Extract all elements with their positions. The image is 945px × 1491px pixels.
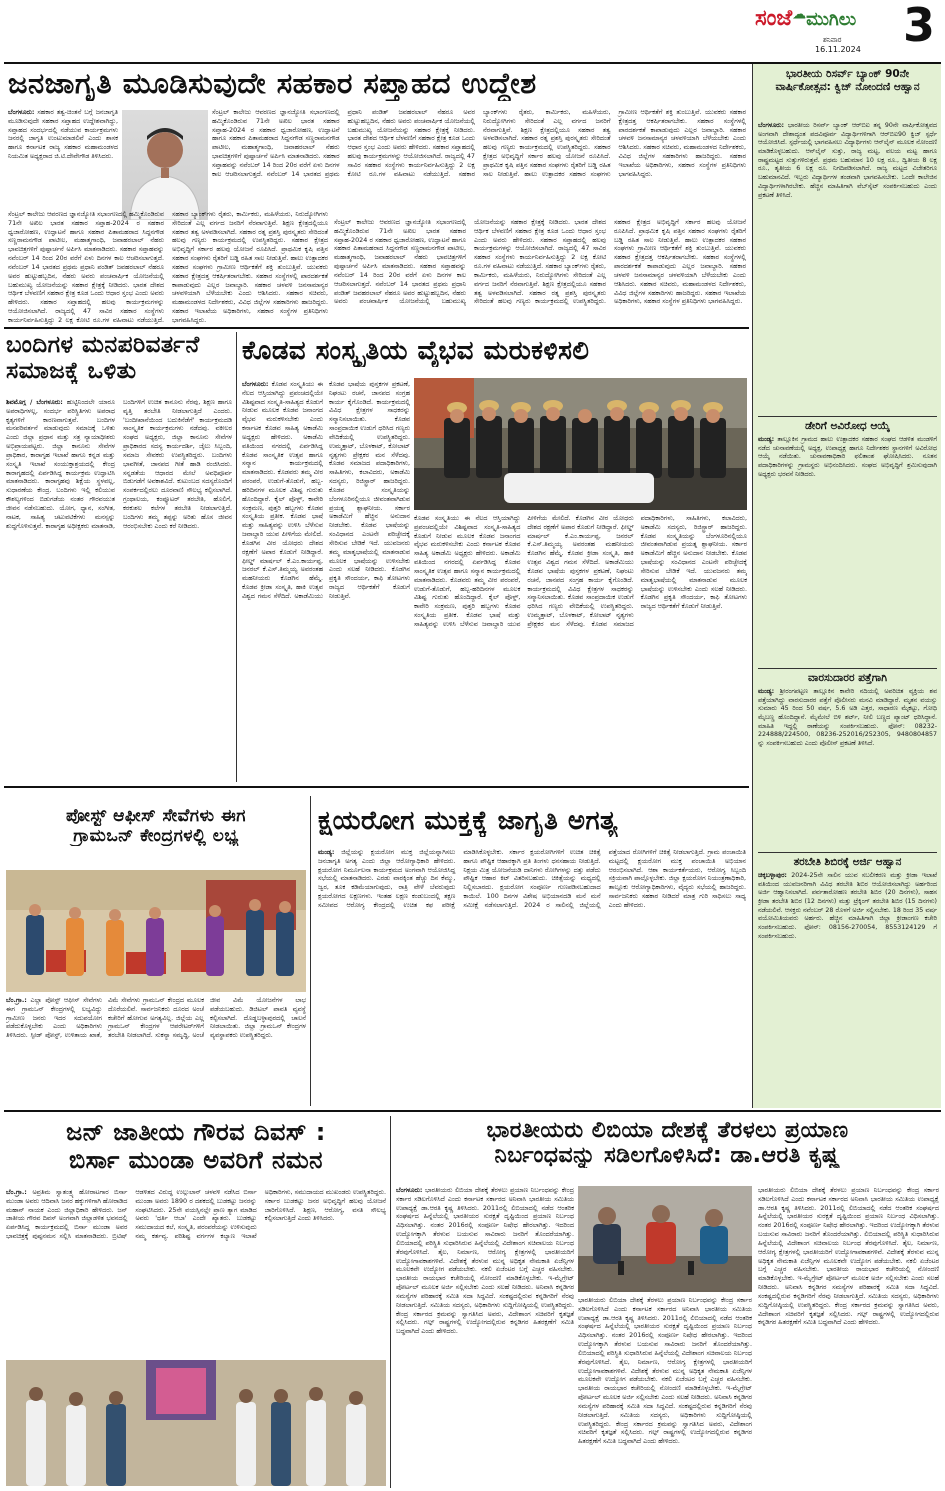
dairy-dateline: ಮಂಡ್ಯ: <box>758 436 775 443</box>
birsa-headline <box>6 1118 386 1174</box>
libya-press-photo <box>578 1186 752 1292</box>
rule-prisoners-kodava <box>236 332 237 782</box>
rule-below-tb <box>4 1110 941 1112</box>
cooperative-lead-text: ಸಹಕಾರ ತತ್ವ-ಚಿಂತನೆ ಬಗ್ಗೆ ಜನಜಾಗೃತಿ ಮೂಡಿಸುವುದೇ ಸಹಕಾರ ಸಪ್ತಾಹದ ಉದ್ದೇಶವಾಗಿದ್ದು, ಸಪ್ತಾಹದ ಸಂದರ್ಭದಲ್ಲಿ ನಡೆಯುವ ಕಾರ್ಯಕ್ರಮಗಳು ಜನರಲ್ಲಿ ಜಾಗೃತಿ ಉಂಟುಮಾಡಲಿವೆ ಎಂದು ಶಾಸಕ ಹಾಗೂ ಕರ್ನಾಟಕ ರಾಜ್ಯ ಸಹಕಾರ ಮಹಾಮಂಡಳದ ನಿಯಮಿತ ಅಧ್ಯಕ್ಷರಾದ ಜಿ.ಟಿ.ದೇವೇಗೌಡ ತಿಳಿಸಿದರು. <box>8 108 118 161</box>
post-office-body <box>6 996 306 1104</box>
training-body <box>758 872 937 1104</box>
rbi-dateline: ಬೆಂಗಳೂರು: <box>758 122 785 129</box>
libya-body-right <box>758 1186 939 1486</box>
birsa-headline-line1: ಜನ್ ಜಾತೀಯ ಗೌರವ ದಿವಸ್ : <box>66 1118 326 1146</box>
masthead-date: 16.11.2024 <box>815 45 861 54</box>
training-headline: ತರಬೇತಿ ಶಿಬಿರಕ್ಕೆ ಅರ್ಜಿ ಆಹ್ವಾನ <box>793 856 902 868</box>
masthead-name-part1: ಸಂಜೆ <box>755 6 793 31</box>
birsa-body-text: ಅಪ್ರತಿಮ ಸ್ವಾತಂತ್ರ್ಯ ಹೋರಾಟಗಾರ ಬಿರ್ಸಾ ಮುಂಡಾ ಅವರು ಆದಿವಾಸಿ ಜನರ ಹಕ್ಕುಗಳಿಗಾಗಿ ಹೋರಾಡಿದ ಮಹಾನ್ ನಾಯಕ ಎಂದು ಜಿಲ್ಲಾಧಿಕಾರಿ ಹೇಳಿದರು. ಜನ್ ಜಾತೀಯ ಗೌರವ ದಿವಸ್ ಅಂಗವಾಗಿ ಜಿಲ್ಲಾಡಳಿತ ಭವನದಲ್ಲಿ ಏರ್ಪಡಿಸಿದ್ದ ಕಾರ್ಯಕ್ರಮದಲ್ಲಿ ಬಿರ್ಸಾ ಮುಂಡಾ ಅವರ ಭಾವಚಿತ್ರಕ್ಕೆ ಪುಷ್ಪನಮನ ಸಲ್ಲಿಸಿ ಮಾತನಾಡಿದರು. ಬ್ರಿಟಿಷ್ ಆಡಳಿತದ ವಿರುದ್ಧ ಉಲ್ಗುಲಾನ್ ಚಳವಳಿ ನಡೆಸಿದ ಬಿರ್ಸಾ ಮುಂಡಾ ಅವರು 1890 ರ ದಶಕದಲ್ಲಿ ಬುಡಕಟ್ಟು ಜನರನ್ನು ಸಂಘಟಿಸಿದರು. 25ನೇ ವಯಸ್ಸಿನಲ್ಲೇ ಪ್ರಾಣ ತ್ಯಾಗ ಮಾಡಿದ ಅವರು 'ಧರ್ತಿ ಆಬಾ' ಎಂದೇ ಖ್ಯಾತರು. ಬುಡಕಟ್ಟು ಸಮುದಾಯದ ಕಲೆ, ಸಂಸ್ಕೃತಿ, ಪರಂಪರೆಯನ್ನು ಉಳಿಸುವುದು ನಮ್ಮ ಕರ್ತವ್ಯ. ಪರಿಶಿಷ್ಟ ವರ್ಗಗಳ ಕಲ್ಯಾಣ ಇಲಾಖೆ ಅಧಿಕಾರಿಗಳು, ಸಮುದಾಯದ ಮುಖಂಡರು ಉಪಸ್ಥಿತರಿದ್ದರು. ಸರ್ಕಾರ ಬುಡಕಟ್ಟು ಜನರ ಅಭಿವೃದ್ಧಿಗೆ ಹಲವು ಯೋಜನೆ ಜಾರಿಗೊಳಿಸಿದೆ. ಶಿಕ್ಷಣ, ಆರೋಗ್ಯ, ವಸತಿ ಸೌಲಭ್ಯ ಕಲ್ಪಿಸಲಾಗುತ್ತಿದೆ ಎಂದು ತಿಳಿಸಿದರು. <box>6 1188 386 1241</box>
masthead <box>755 0 941 62</box>
libya-body-left <box>396 1186 574 1486</box>
tb-body <box>318 848 746 1104</box>
rule-below-kodava <box>4 786 749 788</box>
training-dateline: ಚಿಕ್ಕಬಳ್ಳಾಪುರ: <box>758 872 787 879</box>
libya-body-right-text: ಭಾರತೀಯರು ಲಿಬಿಯಾ ದೇಶಕ್ಕೆ ತೆರಳಲು ಪ್ರಯಾಣ ನಿರ್ಬಂಧವನ್ನು ಕೇಂದ್ರ ಸರ್ಕಾರ ಸಡಿಲಗೊಳಿಸಿದೆ ಎಂದು ಕರ್ನಾಟಕ ಸರ್ಕಾರದ ಅನಿವಾಸಿ ಭಾರತೀಯ ಸಮಿತಿಯ ಉಪಾಧ್ಯಕ್ಷೆ ಡಾ.ಆರತಿ ಕೃಷ್ಣ ತಿಳಿಸಿದರು. 2011ರಲ್ಲಿ ಲಿಬಿಯಾದಲ್ಲಿ ನಡೆದ ಆಂತರಿಕ ಸಂಘರ್ಷದ ಹಿನ್ನೆಲೆಯಲ್ಲಿ ಭಾರತೀಯರ ಸುರಕ್ಷತೆ ದೃಷ್ಟಿಯಿಂದ ಪ್ರಯಾಣ ನಿರ್ಬಂಧ ವಿಧಿಸಲಾಗಿತ್ತು. ನಂತರ 2016ರಲ್ಲಿ ಸಂಪೂರ್ಣ ನಿಷೇಧ ಹೇರಲಾಗಿತ್ತು. ಇದರಿಂದ ಉದ್ಯೋಗಕ್ಕಾಗಿ ತೆರಳುವ ಬಯಸುವ ಸಾವಿರಾರು ಜನರಿಗೆ ತೊಂದರೆಯಾಗಿತ್ತು. ಲಿಬಿಯಾದಲ್ಲಿ ಪರಿಸ್ಥಿತಿ ಸುಧಾರಿಸಿರುವ ಹಿನ್ನೆಲೆಯಲ್ಲಿ ವಿದೇಶಾಂಗ ಸಚಿವಾಲಯ ನಿರ್ಬಂಧ ತೆರವುಗೊಳಿಸಿದೆ. ತೈಲ, ನಿರ್ಮಾಣ, ಆರೋಗ್ಯ ಕ್ಷೇತ್ರಗಳಲ್ಲಿ ಭಾರತೀಯರಿಗೆ ಉದ್ಯೋಗಾವಕಾಶಗಳಿವೆ. ವಿದೇಶಕ್ಕೆ ತೆರಳುವ ಮುನ್ನ ಅಧಿಕೃತ ನೇಮಕಾತಿ ಏಜೆನ್ಸಿಗಳ ಮೂಲಕವೇ ಉದ್ಯೋಗ ಪಡೆಯಬೇಕು. ನಕಲಿ ಏಜೆಂಟರ ಬಗ್ಗೆ ಎಚ್ಚರ ವಹಿಸಬೇಕು. ಭಾರತೀಯ ರಾಯಭಾರ ಕಚೇರಿಯಲ್ಲಿ ನೋಂದಣಿ ಮಾಡಿಕೊಳ್ಳಬೇಕು. ಇ-ಮೈಗ್ರೇಟ್ ಪೋರ್ಟಲ್ ಮೂಲಕ ಅರ್ಜಿ ಸಲ್ಲಿಸಬೇಕು ಎಂದು ಸಲಹೆ ನೀಡಿದರು. ಅನಿವಾಸಿ ಕನ್ನಡಿಗರ ಸಮಸ್ಯೆಗಳ ಪರಿಹಾರಕ್ಕೆ ಸಮಿತಿ ಸದಾ ಸಿದ್ಧವಿದೆ. ಸಂಕಷ್ಟದಲ್ಲಿರುವ ಕನ್ನಡಿಗರಿಗೆ ನೆರವು ನೀಡಲಾಗುತ್ತಿದೆ. ಸಮಿತಿಯ ಸದಸ್ಯರು, ಅಧಿಕಾರಿಗಳು ಸುದ್ದಿಗೋಷ್ಠಿಯಲ್ಲಿ ಉಪಸ್ಥಿತರಿದ್ದರು. ಕೇಂದ್ರ ಸರ್ಕಾರದ ಕ್ರಮವನ್ನು ಸ್ವಾಗತಿಸಿದ ಅವರು, ವಿದೇಶಾಂಗ ಸಚಿವರಿಗೆ ಕೃತಜ್ಞತೆ ಸಲ್ಲಿಸಿದರು. ಗಲ್ಫ್ ರಾಷ್ಟ್ರಗಳಲ್ಲಿ ಉದ್ಯೋಗದಲ್ಲಿರುವ ಕನ್ನಡಿಗರ ಹಿತರಕ್ಷಣೆಗೆ ಸಮಿತಿ ಬದ್ಧವಾಗಿದೆ ಎಂದು ಹೇಳಿದರು. <box>758 1186 939 1327</box>
prisoners-dateline: ಶಿವಮೊಗ್ಗ / ಬೆಂಗಳೂರು: <box>6 398 63 406</box>
training-body-text: 2024-25ನೇ ಸಾಲಿನ ಯುವ ಸಬಲೀಕರಣ ಮತ್ತು ಕ್ರೀಡಾ ಇಲಾಖೆ ವತಿಯಿಂದ ಯುವಜನರಿಗಾಗಿ ವಿವಿಧ ತರಬೇತಿ ಶಿಬಿರ ಆಯೋಜಿಸಲಾಗಿದ್ದು ಅರ್ಹರಿಂದ ಅರ್ಜಿ ಆಹ್ವಾನಿಸಲಾಗಿದೆ. ಪರ್ವತಾರೋಹಣ ತರಬೇತಿ ಶಿಬಿರ (20 ದಿನಗಳು), ಸಾಹಸ ಕ್ರೀಡಾ ತರಬೇತಿ ಶಿಬಿರ (12 ದಿನಗಳು) ಮತ್ತು ಟ್ರೆಕ್ಕಿಂಗ್ ತರಬೇತಿ ಶಿಬಿರ (15 ದಿನಗಳು) ನಡೆಯಲಿವೆ. ಆಸಕ್ತರು ನವೆಂಬರ್ 28 ರೊಳಗೆ ಅರ್ಜಿ ಸಲ್ಲಿಸಬೇಕು. 18 ರಿಂದ 35 ವರ್ಷ ವಯೋಮಿತಿಯವರು ಅರ್ಹರು. ಹೆಚ್ಚಿನ ಮಾಹಿತಿಗಾಗಿ ಜಿಲ್ಲಾ ಕ್ರೀಡಾಂಗಣ ಕಚೇರಿ ಸಂಪರ್ಕಿಸಬಹುದು. ಫೋನ್: 08156-270054, 8553124129 ಗೆ ಸಂಪರ್ಕಿಸಬಹುದು. <box>758 872 937 940</box>
cooperative-body-bottom <box>334 218 746 324</box>
libya-body-middle <box>578 1296 752 1486</box>
kodava-dateline: ಬೆಂಗಳೂರು: <box>242 380 269 388</box>
prisoners-body-text: ಹುಟ್ಟಿನಿಂದಲೇ ಯಾರೂ ಅಪರಾಧಿಗಳಲ್ಲ, ಸಂದರ್ಭ ಪರಿಸ್ಥಿತಿಗಳು ಅಪರಾಧ ಕೃತ್ಯಗಳಿಗೆ ಕಾರಣವಾಗುತ್ತವೆ. ಬಂದಿಗಳ ಮನಪರಿವರ್ತನೆ ಮಾಡುವುದು ಸಮಾಜಕ್ಕೆ ಒಳಿತು ಎಂದು ಜಿಲ್ಲಾ ಪ್ರಧಾನ ಮತ್ತು ಸತ್ರ ನ್ಯಾಯಾಧೀಶರು ಅಭಿಪ್ರಾಯಪಟ್ಟರು. ಜಿಲ್ಲಾ ಕಾನೂನು ಸೇವೆಗಳ ಪ್ರಾಧಿಕಾರ, ಕಾರಾಗೃಹ ಇಲಾಖೆ ಹಾಗೂ ಕನ್ನಡ ಮತ್ತು ಸಂಸ್ಕೃತಿ ಇಲಾಖೆ ಸಂಯುಕ್ತಾಶ್ರಯದಲ್ಲಿ ಕೇಂದ್ರ ಕಾರಾಗೃಹದಲ್ಲಿ ಏರ್ಪಡಿಸಿದ್ದ ಕಾರ್ಯಕ್ರಮ ಉದ್ಘಾಟಿಸಿ ಮಾತನಾಡಿದರು. ಕಾರಾಗೃಹವು ಶಿಕ್ಷೆಯ ಸ್ಥಳವಲ್ಲ, ಸುಧಾರಣೆಯ ಕೇಂದ್ರ. ಬಂದಿಗಳು ಇಲ್ಲಿ ಕಲಿಯುವ ಕೌಶಲ್ಯಗಳಿಂದ ಬಿಡುಗಡೆಯ ನಂತರ ಗೌರವಯುತ ಜೀವನ ನಡೆಸಬಹುದು. ಯೋಗ, ಧ್ಯಾನ, ಸಂಗೀತ, ನಾಟಕ, ಸಾಹಿತ್ಯ ಚಟುವಟಿಕೆಗಳು ಮನಸ್ಸನ್ನು ಶುದ್ಧಗೊಳಿಸುತ್ತವೆ. ಕಾರಾಗೃಹ ಅಧೀಕ್ಷಕರು ಮಾತನಾಡಿ, ಬಂದಿಗಳಿಗೆ ಉಚಿತ ಕಾನೂನು ನೆರವು, ಶಿಕ್ಷಣ ಹಾಗೂ ವೃತ್ತಿ ತರಬೇತಿ ನೀಡಲಾಗುತ್ತಿದೆ ಎಂದರು. 'ಬಂದೀಖಾನೆಯಿಂದ ಬದುಕಿನೆಡೆಗೆ' ಕಾರ್ಯಕ್ರಮದಡಿ ಸಾಂಸ್ಕೃತಿಕ ಕಾರ್ಯಕ್ರಮಗಳು ನಡೆದವು. ವಕೀಲರ ಸಂಘದ ಅಧ್ಯಕ್ಷರು, ಜಿಲ್ಲಾ ಕಾನೂನು ಸೇವೆಗಳ ಪ್ರಾಧಿಕಾರದ ಸದಸ್ಯ ಕಾರ್ಯದರ್ಶಿ, ಜೈಲು ಸಿಬ್ಬಂದಿ, ಸಮಾಜ ಸೇವಕರು ಉಪಸ್ಥಿತರಿದ್ದರು. ಬಂದಿಗಳು ಭಾವಗೀತೆ, ಜಾನಪದ ಗೀತೆ ಹಾಡಿ ರಂಜಿಸಿದರು. ಸನ್ನಡತೆಯ ಆಧಾರದ ಮೇಲೆ ಅವಧಿಪೂರ್ವ ಬಿಡುಗಡೆಗೆ ಅವಕಾಶವಿದೆ. ಕುಟುಂಬದ ಸದಸ್ಯರೊಂದಿಗೆ ಸಂಪರ್ಕದಲ್ಲಿರಲು ದೂರವಾಣಿ ಸೌಲಭ್ಯ ಕಲ್ಪಿಸಲಾಗಿದೆ. ಗ್ರಂಥಾಲಯ, ಕಂಪ್ಯೂಟರ್ ತರಬೇತಿ, ಹೊಲಿಗೆ, ಕರಕುಶಲ ಕಲೆಗಳ ತರಬೇತಿ ನೀಡಲಾಗುತ್ತಿದೆ. ಬಂದಿಗಳು ತಮ್ಮ ತಪ್ಪನ್ನು ಅರಿತು ಹೊಸ ಜೀವನ ಆರಂಭಿಸಬೇಕು ಎಂದು ಕರೆ ನೀಡಿದರು. <box>6 398 232 530</box>
cooperative-body-continued <box>212 108 746 218</box>
libya-headline-line2: ನಿರ್ಬಂಧವನ್ನು ಸಡಿಲಗೊಳಿಸಿದೆ: ಡಾ.ಆರತಿ ಕೃಷ್ಣ <box>494 1143 841 1168</box>
cooperative-portrait-photo <box>122 110 208 220</box>
kodava-group-photo <box>414 378 747 510</box>
sidebar-rbi <box>758 68 937 94</box>
kodava-body-right <box>414 514 747 780</box>
libya-press-photo-icon <box>578 1186 752 1292</box>
cooperative-lead <box>8 108 118 208</box>
birsa-event-photo-icon <box>6 1360 386 1486</box>
birsa-dateline: ಬೆಂ.ಗ್ರಾ.: <box>6 1188 27 1196</box>
rbi-headline: ಭಾರತೀಯ ರಿಸರ್ವ್ ಬ್ಯಾಂಕ್ 90ನೇ ವಾರ್ಷಿಕೋತ್ಸವ: ಕ್ವಿಜ್ ನೋಂದಣಿ ಆಹ್ವಾನ <box>775 68 920 94</box>
libya-body-text: ಭಾರತೀಯರು ಲಿಬಿಯಾ ದೇಶಕ್ಕೆ ತೆರಳಲು ಪ್ರಯಾಣ ನಿರ್ಬಂಧವನ್ನು ಕೇಂದ್ರ ಸರ್ಕಾರ ಸಡಿಲಗೊಳಿಸಿದೆ ಎಂದು ಕರ್ನಾಟಕ ಸರ್ಕಾರದ ಅನಿವಾಸಿ ಭಾರತೀಯ ಸಮಿತಿಯ ಉಪಾಧ್ಯಕ್ಷೆ ಡಾ.ಆರತಿ ಕೃಷ್ಣ ತಿಳಿಸಿದರು. 2011ರಲ್ಲಿ ಲಿಬಿಯಾದಲ್ಲಿ ನಡೆದ ಆಂತರಿಕ ಸಂಘರ್ಷದ ಹಿನ್ನೆಲೆಯಲ್ಲಿ ಭಾರತೀಯರ ಸುರಕ್ಷತೆ ದೃಷ್ಟಿಯಿಂದ ಪ್ರಯಾಣ ನಿರ್ಬಂಧ ವಿಧಿಸಲಾಗಿತ್ತು. ನಂತರ 2016ರಲ್ಲಿ ಸಂಪೂರ್ಣ ನಿಷೇಧ ಹೇರಲಾಗಿತ್ತು. ಇದರಿಂದ ಉದ್ಯೋಗಕ್ಕಾಗಿ ತೆರಳುವ ಬಯಸುವ ಸಾವಿರಾರು ಜನರಿಗೆ ತೊಂದರೆಯಾಗಿತ್ತು. ಲಿಬಿಯಾದಲ್ಲಿ ಪರಿಸ್ಥಿತಿ ಸುಧಾರಿಸಿರುವ ಹಿನ್ನೆಲೆಯಲ್ಲಿ ವಿದೇಶಾಂಗ ಸಚಿವಾಲಯ ನಿರ್ಬಂಧ ತೆರವುಗೊಳಿಸಿದೆ. ತೈಲ, ನಿರ್ಮಾಣ, ಆರೋಗ್ಯ ಕ್ಷೇತ್ರಗಳಲ್ಲಿ ಭಾರತೀಯರಿಗೆ ಉದ್ಯೋಗಾವಕಾಶಗಳಿವೆ. ವಿದೇಶಕ್ಕೆ ತೆರಳುವ ಮುನ್ನ ಅಧಿಕೃತ ನೇಮಕಾತಿ ಏಜೆನ್ಸಿಗಳ ಮೂಲಕವೇ ಉದ್ಯೋಗ ಪಡೆಯಬೇಕು. ನಕಲಿ ಏಜೆಂಟರ ಬಗ್ಗೆ ಎಚ್ಚರ ವಹಿಸಬೇಕು. ಭಾರತೀಯ ರಾಯಭಾರ ಕಚೇರಿಯಲ್ಲಿ ನೋಂದಣಿ ಮಾಡಿಕೊಳ್ಳಬೇಕು. ಇ-ಮೈಗ್ರೇಟ್ ಪೋರ್ಟಲ್ ಮೂಲಕ ಅರ್ಜಿ ಸಲ್ಲಿಸಬೇಕು ಎಂದು ಸಲಹೆ ನೀಡಿದರು. ಅನಿವಾಸಿ ಕನ್ನಡಿಗರ ಸಮಸ್ಯೆಗಳ ಪರಿಹಾರಕ್ಕೆ ಸಮಿತಿ ಸದಾ ಸಿದ್ಧವಿದೆ. ಸಂಕಷ್ಟದಲ್ಲಿರುವ ಕನ್ನಡಿಗರಿಗೆ ನೆರವು ನೀಡಲಾಗುತ್ತಿದೆ. ಸಮಿತಿಯ ಸದಸ್ಯರು, ಅಧಿಕಾರಿಗಳು ಸುದ್ದಿಗೋಷ್ಠಿಯಲ್ಲಿ ಉಪಸ್ಥಿತರಿದ್ದರು. ಕೇಂದ್ರ ಸರ್ಕಾರದ ಕ್ರಮವನ್ನು ಸ್ವಾಗತಿಸಿದ ಅವರು, ವಿದೇಶಾಂಗ ಸಚಿವರಿಗೆ ಕೃತಜ್ಞತೆ ಸಲ್ಲಿಸಿದರು. ಗಲ್ಫ್ ರಾಷ್ಟ್ರಗಳಲ್ಲಿ ಉದ್ಯೋಗದಲ್ಲಿರುವ ಕನ್ನಡಿಗರ ಹಿತರಕ್ಷಣೆಗೆ ಸಮಿತಿ ಬದ್ಧವಾಗಿದೆ ಎಂದು ಹೇಳಿದರು. <box>396 1186 574 1336</box>
birsa-headline-line2: ಬಿರ್ಸಾ ಮುಂಡಾ ಅವರಿಗೆ ನಮನ <box>68 1146 324 1174</box>
cloud-icon: ☁ <box>792 6 807 23</box>
post-office-group-photo-icon <box>6 870 306 992</box>
tb-dateline: ಮಂಡ್ಯ: <box>318 848 335 856</box>
kodava-group-photo-icon <box>414 378 747 510</box>
rule-post-tb <box>310 796 311 1106</box>
post-office-body-text: ಎಲ್ಲಾ ಪೋಸ್ಟ್ ಆಫೀಸ್ ಸೇವೆಗಳು ಈಗ ಗ್ರಾಮಒನ್ ಕೇಂದ್ರಗಳಲ್ಲಿ ಲಭ್ಯವಿದ್ದು ಗ್ರಾಮೀಣ ಜನರು ಇದರ ಸದುಪಯೋಗ ಪಡೆದುಕೊಳ್ಳಬೇಕು ಎಂದು ಅಧಿಕಾರಿಗಳು ತಿಳಿಸಿದರು. ಸ್ಪೀಡ್ ಪೋಸ್ಟ್, ಉಳಿತಾಯ ಖಾತೆ, ವಿಮೆ ಸೇವೆಗಳು ಗ್ರಾಮಒನ್ ಕೇಂದ್ರದ ಮೂಲಕ ದೊರೆಯಲಿವೆ. ಸಾರ್ವಜನಿಕರು ದೂರದ ಅಂಚೆ ಕಚೇರಿಗೆ ಹೋಗುವ ಅಗತ್ಯವಿಲ್ಲ. ಜಿಲ್ಲೆಯ ಎಲ್ಲ ಗ್ರಾಮಒನ್ ಕೇಂದ್ರಗಳ ಆಪರೇಟರ್‌ಗಳಿಗೆ ತರಬೇತಿ ನೀಡಲಾಗಿದೆ. ಸುಕನ್ಯಾ ಸಮೃದ್ಧಿ, ಅಂಚೆ ಜೀವ ವಿಮೆ ಯೋಜನೆಗಳ ಲಾಭ ಪಡೆಯಬಹುದು. ಡಿಜಿಟಲ್ ಪಾವತಿ ವ್ಯವಸ್ಥೆ ಕಲ್ಪಿಸಲಾಗಿದೆ. ದೊಡ್ಡಬಳ್ಳಾಪುರದಲ್ಲಿ ಚಾಲನೆ ನೀಡಲಾಯಿತು. ಜಿಲ್ಲಾ ಗ್ರಾಮಒನ್ ಕೇಂದ್ರಗಳ ವ್ಯವಸ್ಥಾಪಕರು ಉಪಸ್ಥಿತರಿದ್ದರು. <box>6 996 306 1040</box>
libya-dateline: ಬೆಂಗಳೂರು: <box>396 1186 423 1194</box>
tb-body-text: ಜಿಲ್ಲೆಯನ್ನು ಕ್ಷಯರೋಗ ಮುಕ್ತ ಜಿಲ್ಲೆಯನ್ನಾಗಿಸಲು ಜನಜಾಗೃತಿ ಅಗತ್ಯ ಎಂದು ಜಿಲ್ಲಾ ಆರೋಗ್ಯಾಧಿಕಾರಿ ಹೇಳಿದರು. ಕ್ಷಯರೋಗ ನಿರ್ಮೂಲನಾ ಕಾರ್ಯಕ್ರಮದ ಅಂಗವಾಗಿ ಆಯೋಜಿಸಿದ್ದ ಸಭೆಯಲ್ಲಿ ಮಾತನಾಡಿದರು. ಎರಡು ವಾರಕ್ಕಿಂತ ಹೆಚ್ಚು ದಿನ ಕೆಮ್ಮು, ಜ್ವರ, ತೂಕ ಕಡಿಮೆಯಾಗುವುದು, ರಾತ್ರಿ ವೇಳೆ ಬೆವರುವುದು ಕ್ಷಯರೋಗದ ಲಕ್ಷಣಗಳು. ಇಂತಹ ಲಕ್ಷಣ ಕಂಡುಬಂದಲ್ಲಿ ತಕ್ಷಣ ಸಮೀಪದ ಆರೋಗ್ಯ ಕೇಂದ್ರದಲ್ಲಿ ಉಚಿತ ಕಫ ಪರೀಕ್ಷೆ ಮಾಡಿಸಿಕೊಳ್ಳಬೇಕು. ಸರ್ಕಾರ ಕ್ಷಯರೋಗಿಗಳಿಗೆ ಉಚಿತ ಚಿಕಿತ್ಸೆ ಹಾಗೂ ಪೌಷ್ಟಿಕ ಆಹಾರಕ್ಕಾಗಿ ಪ್ರತಿ ತಿಂಗಳು ಧನಸಹಾಯ ನೀಡುತ್ತಿದೆ. ನಿಕ್ಷಯ ಮಿತ್ರ ಯೋಜನೆಯಡಿ ದಾನಿಗಳು ರೋಗಿಗಳನ್ನು ದತ್ತು ಪಡೆದು ಪೌಷ್ಟಿಕ ಆಹಾರ ಕಿಟ್ ವಿತರಿಸಬಹುದು. ಚಿಕಿತ್ಸೆಯನ್ನು ಮಧ್ಯದಲ್ಲಿ ನಿಲ್ಲಿಸಬಾರದು. ಕ್ಷಯರೋಗ ಸಂಪೂರ್ಣ ಗುಣಪಡಿಸಬಹುದಾದ ಕಾಯಿಲೆ. 100 ದಿನಗಳ ವಿಶೇಷ ಅಭಿಯಾನದಡಿ ಮನೆ ಮನೆ ಸಮೀಕ್ಷೆ ನಡೆಸಲಾಗುತ್ತಿದೆ. 2024 ರ ಸಾಲಿನಲ್ಲಿ ಜಿಲ್ಲೆಯಲ್ಲಿ ಪತ್ತೆಯಾದ ರೋಗಿಗಳಿಗೆ ಚಿಕಿತ್ಸೆ ನೀಡಲಾಗುತ್ತಿದೆ. ಗ್ರಾಮ ಪಂಚಾಯಿತಿ ಮಟ್ಟದಲ್ಲಿ ಕ್ಷಯರೋಗ ಮುಕ್ತ ಪಂಚಾಯಿತಿ ಅಭಿಯಾನ ಆರಂಭಿಸಲಾಗಿದೆ. ಆಶಾ ಕಾರ್ಯಕರ್ತೆಯರು, ಆರೋಗ್ಯ ಸಿಬ್ಬಂದಿ ಸಕ್ರಿಯವಾಗಿ ಪಾಲ್ಗೊಳ್ಳಬೇಕು. ಜಿಲ್ಲಾ ಕ್ಷಯರೋಗ ನಿಯಂತ್ರಣಾಧಿಕಾರಿ, ತಾಲ್ಲೂಕು ಆರೋಗ್ಯಾಧಿಕಾರಿಗಳು, ವೈದ್ಯರು ಸಭೆಯಲ್ಲಿ ಹಾಜರಿದ್ದರು. ಸಾರ್ವಜನಿಕರು ಸಹಕಾರ ನೀಡಿದರೆ ಮಾತ್ರ ಗುರಿ ಸಾಧಿಸಲು ಸಾಧ್ಯ ಎಂದು ಹೇಳಿದರು. <box>318 848 746 909</box>
masthead-logo <box>755 6 905 38</box>
post-office-headline-line2: ಗ್ರಾಮಒನ್ ಕೇಂದ್ರಗಳಲ್ಲಿ ಲಭ್ಯ <box>73 826 239 846</box>
cooperative-dateline: ಬೆಂಗಳೂರು: <box>8 108 35 116</box>
libya-body-middle-text: ಭಾರತೀಯರು ಲಿಬಿಯಾ ದೇಶಕ್ಕೆ ತೆರಳಲು ಪ್ರಯಾಣ ನಿರ್ಬಂಧವನ್ನು ಕೇಂದ್ರ ಸರ್ಕಾರ ಸಡಿಲಗೊಳಿಸಿದೆ ಎಂದು ಕರ್ನಾಟಕ ಸರ್ಕಾರದ ಅನಿವಾಸಿ ಭಾರತೀಯ ಸಮಿತಿಯ ಉಪಾಧ್ಯಕ್ಷೆ ಡಾ.ಆರತಿ ಕೃಷ್ಣ ತಿಳಿಸಿದರು. 2011ರಲ್ಲಿ ಲಿಬಿಯಾದಲ್ಲಿ ನಡೆದ ಆಂತರಿಕ ಸಂಘರ್ಷದ ಹಿನ್ನೆಲೆಯಲ್ಲಿ ಭಾರತೀಯರ ಸುರಕ್ಷತೆ ದೃಷ್ಟಿಯಿಂದ ಪ್ರಯಾಣ ನಿರ್ಬಂಧ ವಿಧಿಸಲಾಗಿತ್ತು. ನಂತರ 2016ರಲ್ಲಿ ಸಂಪೂರ್ಣ ನಿಷೇಧ ಹೇರಲಾಗಿತ್ತು. ಇದರಿಂದ ಉದ್ಯೋಗಕ್ಕಾಗಿ ತೆರಳುವ ಬಯಸುವ ಸಾವಿರಾರು ಜನರಿಗೆ ತೊಂದರೆಯಾಗಿತ್ತು. ಲಿಬಿಯಾದಲ್ಲಿ ಪರಿಸ್ಥಿತಿ ಸುಧಾರಿಸಿರುವ ಹಿನ್ನೆಲೆಯಲ್ಲಿ ವಿದೇಶಾಂಗ ಸಚಿವಾಲಯ ನಿರ್ಬಂಧ ತೆರವುಗೊಳಿಸಿದೆ. ತೈಲ, ನಿರ್ಮಾಣ, ಆರೋಗ್ಯ ಕ್ಷೇತ್ರಗಳಲ್ಲಿ ಭಾರತೀಯರಿಗೆ ಉದ್ಯೋಗಾವಕಾಶಗಳಿವೆ. ವಿದೇಶಕ್ಕೆ ತೆರಳುವ ಮುನ್ನ ಅಧಿಕೃತ ನೇಮಕಾತಿ ಏಜೆನ್ಸಿಗಳ ಮೂಲಕವೇ ಉದ್ಯೋಗ ಪಡೆಯಬೇಕು. ನಕಲಿ ಏಜೆಂಟರ ಬಗ್ಗೆ ಎಚ್ಚರ ವಹಿಸಬೇಕು. ಭಾರತೀಯ ರಾಯಭಾರ ಕಚೇರಿಯಲ್ಲಿ ನೋಂದಣಿ ಮಾಡಿಕೊಳ್ಳಬೇಕು. ಇ-ಮೈಗ್ರೇಟ್ ಪೋರ್ಟಲ್ ಮೂಲಕ ಅರ್ಜಿ ಸಲ್ಲಿಸಬೇಕು ಎಂದು ಸಲಹೆ ನೀಡಿದರು. ಅನಿವಾಸಿ ಕನ್ನಡಿಗರ ಸಮಸ್ಯೆಗಳ ಪರಿಹಾರಕ್ಕೆ ಸಮಿತಿ ಸದಾ ಸಿದ್ಧವಿದೆ. ಸಂಕಷ್ಟದಲ್ಲಿರುವ ಕನ್ನಡಿಗರಿಗೆ ನೆರವು ನೀಡಲಾಗುತ್ತಿದೆ. ಸಮಿತಿಯ ಸದಸ್ಯರು, ಅಧಿಕಾರಿಗಳು ಸುದ್ದಿಗೋಷ್ಠಿಯಲ್ಲಿ ಉಪಸ್ಥಿತರಿದ್ದರು. ಕೇಂದ್ರ ಸರ್ಕಾರದ ಕ್ರಮವನ್ನು ಸ್ವಾಗತಿಸಿದ ಅವರು, ವಿದೇಶಾಂಗ ಸಚಿವರಿಗೆ ಕೃತಜ್ಞತೆ ಸಲ್ಲಿಸಿದರು. ಗಲ್ಫ್ ರಾಷ್ಟ್ರಗಳಲ್ಲಿ ಉದ್ಯೋಗದಲ್ಲಿರುವ ಕನ್ನಡಿಗರ ಹಿತರಕ್ಷಣೆಗೆ ಸಮಿತಿ ಬದ್ಧವಾಗಿದೆ ಎಂದು ಹೇಳಿದರು. <box>578 1296 752 1446</box>
sidebar-divider-3 <box>758 852 937 853</box>
cooperative-headline: ಜನಜಾಗೃತಿ ಮೂಡಿಸುವುದೇ ಸಹಕಾರ ಸಪ್ತಾಹದ ಉದ್ದೇಶ <box>8 66 537 100</box>
dairy-headline: ಡೇರಿಗೆ ಅವಿರೋಧ ಆಯ್ಕೆ <box>805 420 890 432</box>
libya-headline <box>396 1118 939 1168</box>
cooperative-body-bottom-text: ಸೆಂಟ್ರಲ್ ಕಾಲೇಜು ಆವರಣದ ಜ್ಞಾನಜ್ಯೋತಿ ಸಭಾಂಗಣದಲ್ಲಿ ಹಮ್ಮಿಕೊಂಡಿರುವ 71ನೇ ಅಖಿಲ ಭಾರತ ಸಹಕಾರ ಸಪ್ತಾಹ-2024 ರ ಸಹಕಾರ ಧ್ವಜಾರೋಹಣ, ಉದ್ಘಾಟನೆ ಹಾಗೂ ಸಹಕಾರ ಪಿತಾಮಹರಾದ ಸಿದ್ದನಗೌಡ ಸಣ್ಣರಾಮನಗೌಡ ಪಾಟೀಲ, ಮಹಾತ್ಮಗಾಂಧಿ, ಜವಾಹರಲಾಲ್ ನೆಹರು ಭಾವಚಿತ್ರಗಳಿಗೆ ಪುಷ್ಪಾರ್ಚನೆ ಅರ್ಪಿಸಿ ಮಾತನಾಡಿದರು. ಸಹಕಾರ ಸಪ್ತಾಹವನ್ನು ನವೆಂಬರ್ 14 ರಿಂದ 20ರ ವರೆಗೆ ಏಳು ದಿನಗಳ ಕಾಲ ಆಚರಿಸಲಾಗುತ್ತದೆ. ನವೆಂಬರ್ 14 ಭಾರತದ ಪ್ರಥಮ ಪ್ರಧಾನಿ ಪಂಡಿತ್ ಜವಹರಲಾಲ್ ನೆಹರೂ ಅವರ ಹುಟ್ಟುಹಬ್ಬದಿನ, ನೆಹರು ಅವರು ಪಂಚವಾರ್ಷಿಕ ಯೋಜನೆಯಲ್ಲಿ ಬಹುಮುಖ್ಯ ಯೋಜನೆಯನ್ನು ಸಹಕಾರ ಕ್ಷೇತ್ರಕ್ಕೆ ನೀಡಿದರು. ಭಾರತ ದೇಶದ ಆರ್ಥಿಕ ಬೆಳವಣಿಗೆ ಸಹಕಾರ ಕ್ಷೇತ್ರ ಕೂಡ ಒಂದು ಆಧಾರ ಸ್ತಂಭ ಎಂದು ಅವರು ಹೇಳಿದರು. ಸಹಕಾರ ಸಪ್ತಾಹದಲ್ಲಿ ಹಲವು ಕಾರ್ಯಕ್ರಮಗಳನ್ನು ಆಯೋಜಿಸಲಾಗಿದೆ. ರಾಜ್ಯದಲ್ಲಿ 47 ಸಾವಿರ ಸಹಕಾರ ಸಂಸ್ಥೆಗಳು ಕಾರ್ಯನಿರ್ವಹಿಸುತ್ತಿದ್ದು 2 ಲಕ್ಷ ಕೋಟಿ ರೂ.ಗಳ ವಹಿವಾಟು ನಡೆಯುತ್ತಿದೆ. ಸಹಕಾರ ಬ್ಯಾಂಕ್‌ಗಳು ರೈತರು, ಕಾರ್ಮಿಕರು, ಮಹಿಳೆಯರು, ನಿರುದ್ಯೋಗಿಗಳು ಸೇರಿದಂತೆ ಎಲ್ಲ ವರ್ಗದ ಜನರಿಗೆ ನೆರವಾಗುತ್ತಿವೆ. ಶಿಕ್ಷಣ ಕ್ಷೇತ್ರದಲ್ಲಿಯೂ ಸಹಕಾರ ತತ್ವ ಅಳವಡಿಸಲಾಗಿದೆ. ಸಹಕಾರ ರತ್ನ ಪ್ರಶಸ್ತಿ ಪುರಸ್ಕೃತರು ಸೇರಿದಂತೆ ಹಲವು ಗಣ್ಯರು ಕಾರ್ಯಕ್ರಮದಲ್ಲಿ ಉಪಸ್ಥಿತರಿದ್ದರು. ಸಹಕಾರ ಕ್ಷೇತ್ರದ ಅಭಿವೃದ್ಧಿಗೆ ಸರ್ಕಾರ ಹಲವು ಯೋಜನೆ ರೂಪಿಸಿದೆ. ಪ್ರಾಥಮಿಕ ಕೃಷಿ ಪತ್ತಿನ ಸಹಕಾರ ಸಂಘಗಳು ರೈತರಿಗೆ ಬಡ್ಡಿ ರಹಿತ ಸಾಲ ನೀಡುತ್ತಿವೆ. ಹಾಲು ಉತ್ಪಾದಕರ ಸಹಕಾರ ಸಂಘಗಳು ಗ್ರಾಮೀಣ ಆರ್ಥಿಕತೆಗೆ ಶಕ್ತಿ ತುಂಬುತ್ತಿವೆ. ಯುವಕರು ಸಹಕಾರ ಕ್ಷೇತ್ರದತ್ತ ಆಕರ್ಷಿತರಾಗಬೇಕು. ಸಹಕಾರ ಸಂಸ್ಥೆಗಳಲ್ಲಿ ಪಾರದರ್ಶಕತೆ ಕಾಪಾಡುವುದು ಎಲ್ಲರ ಜವಾಬ್ದಾರಿ. ಸಹಕಾರ ಚಳವಳಿ ಜನಸಾಮಾನ್ಯರ ಚಳವಳಿಯಾಗಿ ಬೆಳೆಯಬೇಕು ಎಂದು ಆಶಿಸಿದರು. ಸಹಕಾರ ಸಚಿವರು, ಮಹಾಮಂಡಳದ ನಿರ್ದೇಶಕರು, ವಿವಿಧ ಜಿಲ್ಲೆಗಳ ಸಹಕಾರಿಗಳು ಹಾಜರಿದ್ದರು. ಸಹಕಾರ ಇಲಾಖೆಯ ಅಧಿಕಾರಿಗಳು, ಸಹಕಾರ ಸಂಸ್ಥೆಗಳ ಪ್ರತಿನಿಧಿಗಳು ಭಾಗವಹಿಸಿದ್ದರು. <box>334 218 746 306</box>
post-office-dateline: ಬೆಂ.ಗ್ರಾ.: <box>6 996 27 1004</box>
prisoners-headline-line2: ಸಮಾಜಕ್ಕೆ ಒಳಿತು <box>6 358 137 384</box>
post-office-headline <box>6 806 306 846</box>
sidebar-divider-1 <box>758 416 937 417</box>
post-office-headline-line1: ಪೋಸ್ಟ್ ಆಫೀಸ್ ಸೇವೆಗಳು ಈಗ <box>66 806 246 826</box>
birsa-body <box>6 1188 386 1356</box>
rule-below-cooperative <box>4 327 749 329</box>
tb-headline: ಕ್ಷಯರೋಗ ಮುಕ್ತಕ್ಕೆ ಜಾಗೃತಿ ಅಗತ್ಯ <box>318 806 618 836</box>
cooperative-body: ಸೆಂಟ್ರಲ್ ಕಾಲೇಜು ಆವರಣದ ಜ್ಞಾನಜ್ಯೋತಿ ಸಭಾಂಗಣದಲ್ಲಿ ಹಮ್ಮಿಕೊಂಡಿರುವ 71ನೇ ಅಖಿಲ ಭಾರತ ಸಹಕಾರ ಸಪ್ತಾಹ-2024 ರ ಸಹಕಾರ ಧ್ವಜಾರೋಹಣ, ಉದ್ಘಾಟನೆ ಹಾಗೂ ಸಹಕಾರ ಪಿತಾಮಹರಾದ ಸಿದ್ದನಗೌಡ ಸಣ್ಣರಾಮನಗೌಡ ಪಾಟೀಲ, ಮಹಾತ್ಮಗಾಂಧಿ, ಜವಾಹರಲಾಲ್ ನೆಹರು ಭಾವಚಿತ್ರಗಳಿಗೆ ಪುಷ್ಪಾರ್ಚನೆ ಅರ್ಪಿಸಿ ಮಾತನಾಡಿದರು. ಸಹಕಾರ ಸಪ್ತಾಹವನ್ನು ನವೆಂಬರ್ 14 ರಿಂದ 20ರ ವರೆಗೆ ಏಳು ದಿನಗಳ ಕಾಲ ಆಚರಿಸಲಾಗುತ್ತದೆ. ನವೆಂಬರ್ 14 ಭಾರತದ ಪ್ರಥಮ ಪ್ರಧಾನಿ ಪಂಡಿತ್ ಜವಹರಲಾಲ್ ನೆಹರೂ ಅವರ ಹುಟ್ಟುಹಬ್ಬದಿನ, ನೆಹರು ಅವರು ಪಂಚವಾರ್ಷಿಕ ಯೋಜನೆಯಲ್ಲಿ ಬಹುಮುಖ್ಯ ಯೋಜನೆಯನ್ನು ಸಹಕಾರ ಕ್ಷೇತ್ರಕ್ಕೆ ನೀಡಿದರು. ಭಾರತ ದೇಶದ ಆರ್ಥಿಕ ಬೆಳವಣಿಗೆ ಸಹಕಾರ ಕ್ಷೇತ್ರ ಕೂಡ ಒಂದು ಆಧಾರ ಸ್ತಂಭ ಎಂದು ಅವರು ಹೇಳಿದರು. ಸಹಕಾರ ಸಪ್ತಾಹದಲ್ಲಿ ಹಲವು ಕಾರ್ಯಕ್ರಮಗಳನ್ನು ಆಯೋಜಿಸಲಾಗಿದೆ. ರಾಜ್ಯದಲ್ಲಿ 47 ಸಾವಿರ ಸಹಕಾರ ಸಂಸ್ಥೆಗಳು ಕಾರ್ಯನಿರ್ವಹಿಸುತ್ತಿದ್ದು 2 ಲಕ್ಷ ಕೋಟಿ ರೂ.ಗಳ ವಹಿವಾಟು ನಡೆಯುತ್ತಿದೆ. ಸಹಕಾರ ಬ್ಯಾಂಕ್‌ಗಳು ರೈತರು, ಕಾರ್ಮಿಕರು, ಮಹಿಳೆಯರು, ನಿರುದ್ಯೋಗಿಗಳು ಸೇರಿದಂತೆ ಎಲ್ಲ ವರ್ಗದ ಜನರಿಗೆ ನೆರವಾಗುತ್ತಿವೆ. ಶಿಕ್ಷಣ ಕ್ಷೇತ್ರದಲ್ಲಿಯೂ ಸಹಕಾರ ತತ್ವ ಅಳವಡಿಸಲಾಗಿದೆ. ಸಹಕಾರ ರತ್ನ ಪ್ರಶಸ್ತಿ ಪುರಸ್ಕೃತರು ಸೇರಿದಂತೆ ಹಲವು ಗಣ್ಯರು ಕಾರ್ಯಕ್ರಮದಲ್ಲಿ ಉಪಸ್ಥಿತರಿದ್ದರು. ಸಹಕಾರ ಕ್ಷೇತ್ರದ ಅಭಿವೃದ್ಧಿಗೆ ಸರ್ಕಾರ ಹಲವು ಯೋಜನೆ ರೂಪಿಸಿದೆ. ಪ್ರಾಥಮಿಕ ಕೃಷಿ ಪತ್ತಿನ ಸಹಕಾರ ಸಂಘಗಳು ರೈತರಿಗೆ ಬಡ್ಡಿ ರಹಿತ ಸಾಲ ನೀಡುತ್ತಿವೆ. ಹಾಲು ಉತ್ಪಾದಕರ ಸಹಕಾರ ಸಂಘಗಳು ಗ್ರಾಮೀಣ ಆರ್ಥಿಕತೆಗೆ ಶಕ್ತಿ ತುಂಬುತ್ತಿವೆ. ಯುವಕರು ಸಹಕಾರ ಕ್ಷೇತ್ರದತ್ತ ಆಕರ್ಷಿತರಾಗಬೇಕು. ಸಹಕಾರ ಸಂಸ್ಥೆಗಳಲ್ಲಿ ಪಾರದರ್ಶಕತೆ ಕಾಪಾಡುವುದು ಎಲ್ಲರ ಜವಾಬ್ದಾರಿ. ಸಹಕಾರ ಚಳವಳಿ ಜನಸಾಮಾನ್ಯರ ಚಳವಳಿಯಾಗಿ ಬೆಳೆಯಬೇಕು ಎಂದು ಆಶಿಸಿದರು. ಸಹಕಾರ ಸಚಿವರು, ಮಹಾಮಂಡಳದ ನಿರ್ದೇಶಕರು, ವಿವಿಧ ಜಿಲ್ಲೆಗಳ ಸಹಕಾರಿಗಳು ಹಾಜರಿದ್ದರು. ಸಹಕಾರ ಇಲಾಖೆಯ ಅಧಿಕಾರಿಗಳು, ಸಹಕಾರ ಸಂಸ್ಥೆಗಳ ಪ್ರತಿನಿಧಿಗಳು ಭಾಗವಹಿಸಿದ್ದರು. <box>8 210 328 324</box>
prisoners-headline <box>6 332 232 384</box>
cooperative-body-cont-text: ಸೆಂಟ್ರಲ್ ಕಾಲೇಜು ಆವರಣದ ಜ್ಞಾನಜ್ಯೋತಿ ಸಭಾಂಗಣದಲ್ಲಿ ಹಮ್ಮಿಕೊಂಡಿರುವ 71ನೇ ಅಖಿಲ ಭಾರತ ಸಹಕಾರ ಸಪ್ತಾಹ-2024 ರ ಸಹಕಾರ ಧ್ವಜಾರೋಹಣ, ಉದ್ಘಾಟನೆ ಹಾಗೂ ಸಹಕಾರ ಪಿತಾಮಹರಾದ ಸಿದ್ದನಗೌಡ ಸಣ್ಣರಾಮನಗೌಡ ಪಾಟೀಲ, ಮಹಾತ್ಮಗಾಂಧಿ, ಜವಾಹರಲಾಲ್ ನೆಹರು ಭಾವಚಿತ್ರಗಳಿಗೆ ಪುಷ್ಪಾರ್ಚನೆ ಅರ್ಪಿಸಿ ಮಾತನಾಡಿದರು. ಸಹಕಾರ ಸಪ್ತಾಹವನ್ನು ನವೆಂಬರ್ 14 ರಿಂದ 20ರ ವರೆಗೆ ಏಳು ದಿನಗಳ ಕಾಲ ಆಚರಿಸಲಾಗುತ್ತದೆ. ನವೆಂಬರ್ 14 ಭಾರತದ ಪ್ರಥಮ ಪ್ರಧಾನಿ ಪಂಡಿತ್ ಜವಹರಲಾಲ್ ನೆಹರೂ ಅವರ ಹುಟ್ಟುಹಬ್ಬದಿನ, ನೆಹರು ಅವರು ಪಂಚವಾರ್ಷಿಕ ಯೋಜನೆಯಲ್ಲಿ ಬಹುಮುಖ್ಯ ಯೋಜನೆಯನ್ನು ಸಹಕಾರ ಕ್ಷೇತ್ರಕ್ಕೆ ನೀಡಿದರು. ಭಾರತ ದೇಶದ ಆರ್ಥಿಕ ಬೆಳವಣಿಗೆ ಸಹಕಾರ ಕ್ಷೇತ್ರ ಕೂಡ ಒಂದು ಆಧಾರ ಸ್ತಂಭ ಎಂದು ಅವರು ಹೇಳಿದರು. ಸಹಕಾರ ಸಪ್ತಾಹದಲ್ಲಿ ಹಲವು ಕಾರ್ಯಕ್ರಮಗಳನ್ನು ಆಯೋಜಿಸಲಾಗಿದೆ. ರಾಜ್ಯದಲ್ಲಿ 47 ಸಾವಿರ ಸಹಕಾರ ಸಂಸ್ಥೆಗಳು ಕಾರ್ಯನಿರ್ವಹಿಸುತ್ತಿದ್ದು 2 ಲಕ್ಷ ಕೋಟಿ ರೂ.ಗಳ ವಹಿವಾಟು ನಡೆಯುತ್ತಿದೆ. ಸಹಕಾರ ಬ್ಯಾಂಕ್‌ಗಳು ರೈತರು, ಕಾರ್ಮಿಕರು, ಮಹಿಳೆಯರು, ನಿರುದ್ಯೋಗಿಗಳು ಸೇರಿದಂತೆ ಎಲ್ಲ ವರ್ಗದ ಜನರಿಗೆ ನೆರವಾಗುತ್ತಿವೆ. ಶಿಕ್ಷಣ ಕ್ಷೇತ್ರದಲ್ಲಿಯೂ ಸಹಕಾರ ತತ್ವ ಅಳವಡಿಸಲಾಗಿದೆ. ಸಹಕಾರ ರತ್ನ ಪ್ರಶಸ್ತಿ ಪುರಸ್ಕೃತರು ಸೇರಿದಂತೆ ಹಲವು ಗಣ್ಯರು ಕಾರ್ಯಕ್ರಮದಲ್ಲಿ ಉಪಸ್ಥಿತರಿದ್ದರು. ಸಹಕಾರ ಕ್ಷೇತ್ರದ ಅಭಿವೃದ್ಧಿಗೆ ಸರ್ಕಾರ ಹಲವು ಯೋಜನೆ ರೂಪಿಸಿದೆ. ಪ್ರಾಥಮಿಕ ಕೃಷಿ ಪತ್ತಿನ ಸಹಕಾರ ಸಂಘಗಳು ರೈತರಿಗೆ ಬಡ್ಡಿ ರಹಿತ ಸಾಲ ನೀಡುತ್ತಿವೆ. ಹಾಲು ಉತ್ಪಾದಕರ ಸಹಕಾರ ಸಂಘಗಳು ಗ್ರಾಮೀಣ ಆರ್ಥಿಕತೆಗೆ ಶಕ್ತಿ ತುಂಬುತ್ತಿವೆ. ಯುವಕರು ಸಹಕಾರ ಕ್ಷೇತ್ರದತ್ತ ಆಕರ್ಷಿತರಾಗಬೇಕು. ಸಹಕಾರ ಸಂಸ್ಥೆಗಳಲ್ಲಿ ಪಾರದರ್ಶಕತೆ ಕಾಪಾಡುವುದು ಎಲ್ಲರ ಜವಾಬ್ದಾರಿ. ಸಹಕಾರ ಚಳವಳಿ ಜನಸಾಮಾನ್ಯರ ಚಳವಳಿಯಾಗಿ ಬೆಳೆಯಬೇಕು ಎಂದು ಆಶಿಸಿದರು. ಸಹಕಾರ ಸಚಿವರು, ಮಹಾಮಂಡಳದ ನಿರ್ದೇಶಕರು, ವಿವಿಧ ಜಿಲ್ಲೆಗಳ ಸಹಕಾರಿಗಳು ಹಾಜರಿದ್ದರು. ಸಹಕಾರ ಇಲಾಖೆಯ ಅಧಿಕಾರಿಗಳು, ಸಹಕಾರ ಸಂಸ್ಥೆಗಳ ಪ್ರತಿನಿಧಿಗಳು ಭಾಗವಹಿಸಿದ್ದರು. <box>212 108 746 178</box>
heirs-dateline: ಮಂಡ್ಯ: <box>758 688 775 695</box>
libya-headline-line1: ಭಾರತೀಯರು ಲಿಬಿಯಾ ದೇಶಕ್ಕೆ ತೆರಳಲು ಪ್ರಯಾಣ <box>486 1118 849 1143</box>
rule-birsa-libya <box>390 1116 391 1488</box>
page-number: 3 <box>903 0 936 52</box>
rbi-body-text: ಭಾರತೀಯ ರಿಸರ್ವ್ ಬ್ಯಾಂಕ್ ಆರ್‌ಬಿಐ ತನ್ನ 90ನೇ ವಾರ್ಷಿಕೋತ್ಸವದ ಅಂಗವಾಗಿ ದೇಶಾದ್ಯಂತ ಪದವಿಪೂರ್ವ ವಿದ್ಯಾರ್ಥಿಗಳಿಗಾಗಿ ಆರ್‌ಬಿಐ90 ಕ್ವಿಜ್ ಸ್ಪರ್ಧೆ ಆಯೋಜಿಸಿದೆ. ಸ್ಪರ್ಧೆಯಲ್ಲಿ ಭಾಗವಹಿಸಲು ವಿದ್ಯಾರ್ಥಿಗಳು ಆನ್‌ಲೈನ್ ಮೂಲಕ ನೋಂದಣಿ ಮಾಡಿಕೊಳ್ಳಬಹುದು. ಆನ್‌ಲೈನ್ ಸುತ್ತು, ರಾಜ್ಯ ಮಟ್ಟ, ವಲಯ ಮಟ್ಟ ಹಾಗೂ ರಾಷ್ಟ್ರಮಟ್ಟದ ಸುತ್ತುಗಳಿರುತ್ತವೆ. ಪ್ರಥಮ ಬಹುಮಾನ 10 ಲಕ್ಷ ರೂ., ದ್ವಿತೀಯ 8 ಲಕ್ಷ ರೂ., ತೃತೀಯ 6 ಲಕ್ಷ ರೂ. ನಿಗದಿಪಡಿಸಲಾಗಿದೆ. ರಾಜ್ಯ ಮಟ್ಟದ ವಿಜೇತರಿಗೂ ಬಹುಮಾನವಿದೆ. ಇಬ್ಬರು ವಿದ್ಯಾರ್ಥಿಗಳ ತಂಡವಾಗಿ ಭಾಗವಹಿಸಬೇಕು. ಒಂದೇ ಕಾಲೇಜಿನ ವಿದ್ಯಾರ್ಥಿಗಳಾಗಿರಬೇಕು. ಹೆಚ್ಚಿನ ಮಾಹಿತಿಗಾಗಿ ವೆಬ್‌ಸೈಟ್ ಸಂಪರ್ಕಿಸಬಹುದು ಎಂದು ಪ್ರಕಟಣೆ ತಿಳಿಸಿದೆ. <box>758 122 937 199</box>
heirs-body-text: ಶ್ರೀರಂಗಪಟ್ಟಣ ತಾಲ್ಲೂಕಿನ ಕಾವೇರಿ ನದಿಯಲ್ಲಿ ಅಪರಿಚಿತ ವ್ಯಕ್ತಿಯ ಶವ ಪತ್ತೆಯಾಗಿದ್ದು ವಾರಸುದಾರರ ಪತ್ತೆಗೆ ಪೊಲೀಸರು ಮನವಿ ಮಾಡಿದ್ದಾರೆ. ಮೃತನ ವಯಸ್ಸು ಸುಮಾರು 45 ರಿಂದ 50 ವರ್ಷ, 5.6 ಅಡಿ ಎತ್ತರ, ಸಾಧಾರಣ ಮೈಕಟ್ಟು, ಗೋಧಿ ಮೈಬಣ್ಣ ಹೊಂದಿದ್ದಾನೆ. ಮೈಮೇಲೆ ಬಿಳಿ ಶರ್ಟ್, ನೀಲಿ ಬಣ್ಣದ ಪ್ಯಾಂಟ್ ಧರಿಸಿದ್ದಾನೆ. ಮಾಹಿತಿ ಇದ್ದಲ್ಲಿ ಠಾಣೆಯನ್ನು ಸಂಪರ್ಕಿಸಬಹುದು. ಫೋನ್: 08232-224888/224500, 08236-252016/252305, 9480804857 ನ್ನು ಸಂಪರ್ಕಿಸಬಹುದು ಎಂದು ಪೊಲೀಸ್ ಪ್ರಕಟಣೆ ತಿಳಿಸಿದೆ. <box>758 688 937 748</box>
prisoners-body <box>6 398 232 778</box>
masthead-day: ಶನಿವಾರ <box>823 36 842 44</box>
kodava-headline: ಕೊಡವ ಸಂಸ್ಕೃತಿಯ ವೈಭವ ಮರುಕಳಿಸಲಿ <box>242 336 590 366</box>
kodava-body-left <box>242 380 410 780</box>
heirs-body <box>758 688 937 848</box>
kodava-body-right-text: ಕೊಡವ ಸಂಸ್ಕೃತಿಯು ಈ ನೆಲದ ಆಸ್ತಿಯಾಗಿದ್ದು ಪ್ರಪಂಚದಲ್ಲಿಯೇ ವಿಶಿಷ್ಟವಾದ ಸಂಸ್ಕೃತಿ-ಸಾಹಿತ್ಯದ ಕೊಡುಗೆ ನೀಡುವ ಮೂಲಕ ಕೊಡವ ಜನಾಂಗದ ವೈಭವ ಮರುಕಳಿಸಬೇಕು ಎಂದು ಕರ್ನಾಟಕ ಕೊಡವ ಸಾಹಿತ್ಯ ಅಕಾಡೆಮಿ ಅಧ್ಯಕ್ಷರು ಹೇಳಿದರು. ಅಕಾಡೆಮಿ ವತಿಯಿಂದ ನಗರದಲ್ಲಿ ಏರ್ಪಡಿಸಿದ್ದ ಕೊಡವ ಸಾಂಸ್ಕೃತಿಕ ಉತ್ಸವ ಹಾಗೂ ಸನ್ಮಾನ ಕಾರ್ಯಕ್ರಮದಲ್ಲಿ ಮಾತನಾಡಿದರು. ಕೊಡವರು ತಮ್ಮ ವೀರ ಪರಂಪರೆ, ಉಡುಗೆ-ತೊಡುಗೆ, ಹಬ್ಬ-ಹರಿದಿನಗಳ ಮೂಲಕ ವಿಶಿಷ್ಟ ಗುರುತು ಹೊಂದಿದ್ದಾರೆ. ಕೈಲ್ ಪೊಳ್ದ್, ಕಾವೇರಿ ಸಂಕ್ರಮಣ, ಪುತ್ತರಿ ಹಬ್ಬಗಳು ಕೊಡವ ಸಂಸ್ಕೃತಿಯ ಪ್ರತೀಕ. ಕೊಡವ ಭಾಷೆ ಮತ್ತು ಸಾಹಿತ್ಯವನ್ನು ಉಳಿಸಿ ಬೆಳೆಸುವ ಜವಾಬ್ದಾರಿ ಯುವ ಪೀಳಿಗೆಯ ಮೇಲಿದೆ. ಕೊಡಗಿನ ವೀರ ಯೋಧರು ದೇಶದ ರಕ್ಷಣೆಗೆ ಅಪಾರ ಕೊಡುಗೆ ನೀಡಿದ್ದಾರೆ. ಫೀಲ್ಡ್ ಮಾರ್ಷಲ್ ಕೆ.ಎಂ.ಕಾರ್ಯಪ್ಪ, ಜನರಲ್ ಕೆ.ಎಸ್.ತಿಮ್ಮಯ್ಯ ಅವರಂತಹ ಮಹನೀಯರು ಕೊಡಗಿನ ಹೆಮ್ಮೆ. ಕೊಡವ ಕ್ರೀಡಾ ಸಂಸ್ಕೃತಿ, ಹಾಕಿ ಉತ್ಸವ ವಿಶ್ವದ ಗಮನ ಸೆಳೆದಿದೆ. ಅಕಾಡೆಮಿಯು ಕೊಡವ ಭಾಷೆಯ ಪುಸ್ತಕಗಳ ಪ್ರಕಟಣೆ, ನಿಘಂಟು ರಚನೆ, ಜಾನಪದ ಸಂಗ್ರಹ ಕಾರ್ಯ ಕೈಗೊಂಡಿದೆ. ಕಾರ್ಯಕ್ರಮದಲ್ಲಿ ವಿವಿಧ ಕ್ಷೇತ್ರಗಳ ಸಾಧಕರನ್ನು ಸನ್ಮಾನಿಸಲಾಯಿತು. ಕೊಡವ ಸಾಂಪ್ರದಾಯಿಕ ಉಡುಗೆ ಧರಿಸಿದ ಗಣ್ಯರು ವೇದಿಕೆಯಲ್ಲಿ ಉಪಸ್ಥಿತರಿದ್ದರು. ಉಮ್ಮತ್ತಾಟ್, ಬೊಳಕಾಟ್, ಕೋಲಾಟ್ ನೃತ್ಯಗಳು ಪ್ರೇಕ್ಷಕರ ಮನ ಸೆಳೆದವು. ಕೊಡವ ಸಮಾಜದ ಪದಾಧಿಕಾರಿಗಳು, ಸಾಹಿತಿಗಳು, ಕಲಾವಿದರು, ಅಕಾಡೆಮಿ ಸದಸ್ಯರು, ರಿಜಿಸ್ಟ್ರಾರ್ ಹಾಜರಿದ್ದರು. ಕೊಡವ ಸಂಸ್ಕೃತಿಯನ್ನು ಬೆಂಗಳೂರಿನಲ್ಲಿಯೂ ಜೀವಂತವಾಗಿಡುವ ಪ್ರಯತ್ನ ಶ್ಲಾಘನೀಯ. ಸರ್ಕಾರ ಅಕಾಡೆಮಿಗೆ ಹೆಚ್ಚಿನ ಅನುದಾನ ನೀಡಬೇಕು. ಕೊಡವ ಭಾಷೆಯನ್ನು ಸಂವಿಧಾನದ ಎಂಟನೇ ಪರಿಚ್ಛೇದಕ್ಕೆ ಸೇರಿಸುವ ಬೇಡಿಕೆ ಇದೆ. ಯುವಜನರು ತಮ್ಮ ಮಾತೃಭಾಷೆಯಲ್ಲಿ ಮಾತನಾಡುವ ಮೂಲಕ ಭಾಷೆಯನ್ನು ಉಳಿಸಬೇಕು ಎಂದು ಸಲಹೆ ನೀಡಿದರು. ಕೊಡಗಿನ ಪ್ರಕೃತಿ ಸೌಂದರ್ಯ, ಕಾಫಿ ತೋಟಗಳು ರಾಜ್ಯದ ಆರ್ಥಿಕತೆಗೆ ಕೊಡುಗೆ ನೀಡುತ್ತಿವೆ. <box>414 514 747 628</box>
dairy-body <box>758 436 937 664</box>
rbi-body <box>758 122 937 412</box>
post-office-group-photo <box>6 870 306 992</box>
person-portrait-icon <box>122 110 208 220</box>
dairy-body-text: ತಾಲ್ಲೂಕಿನ ಗ್ರಾಮದ ಹಾಲು ಉತ್ಪಾದಕರ ಸಹಕಾರ ಸಂಘದ ಆಡಳಿತ ಮಂಡಳಿಗೆ ನಡೆದ ಚುನಾವಣೆಯಲ್ಲಿ ಅಧ್ಯಕ್ಷ, ಉಪಾಧ್ಯಕ್ಷ ಹಾಗೂ ನಿರ್ದೇಶಕರ ಸ್ಥಾನಗಳಿಗೆ ಅವಿರೋಧ ಆಯ್ಕೆ ನಡೆಯಿತು. ಚುನಾವಣಾಧಿಕಾರಿ ಫಲಿತಾಂಶ ಘೋಷಿಸಿದರು. ನೂತನ ಪದಾಧಿಕಾರಿಗಳನ್ನು ಗ್ರಾಮಸ್ಥರು ಅಭಿನಂದಿಸಿದರು. ಸಂಘದ ಅಭಿವೃದ್ಧಿಗೆ ಶ್ರಮಿಸುವುದಾಗಿ ಅಧ್ಯಕ್ಷರು ಭರವಸೆ ನೀಡಿದರು. <box>758 436 937 478</box>
prisoners-headline-line1: ಬಂದಿಗಳ ಮನಪರಿವರ್ತನೆ <box>6 332 200 358</box>
birsa-event-photo <box>6 1360 386 1486</box>
heirs-headline: ವಾರಸುದಾರರ ಪತ್ತೆಗಾಗಿ <box>808 672 887 684</box>
masthead-name-part2: ಮುಗಿಲು <box>806 9 857 30</box>
kodava-body-text: ಕೊಡವ ಸಂಸ್ಕೃತಿಯು ಈ ನೆಲದ ಆಸ್ತಿಯಾಗಿದ್ದು ಪ್ರಪಂಚದಲ್ಲಿಯೇ ವಿಶಿಷ್ಟವಾದ ಸಂಸ್ಕೃತಿ-ಸಾಹಿತ್ಯದ ಕೊಡುಗೆ ನೀಡುವ ಮೂಲಕ ಕೊಡವ ಜನಾಂಗದ ವೈಭವ ಮರುಕಳಿಸಬೇಕು ಎಂದು ಕರ್ನಾಟಕ ಕೊಡವ ಸಾಹಿತ್ಯ ಅಕಾಡೆಮಿ ಅಧ್ಯಕ್ಷರು ಹೇಳಿದರು. ಅಕಾಡೆಮಿ ವತಿಯಿಂದ ನಗರದಲ್ಲಿ ಏರ್ಪಡಿಸಿದ್ದ ಕೊಡವ ಸಾಂಸ್ಕೃತಿಕ ಉತ್ಸವ ಹಾಗೂ ಸನ್ಮಾನ ಕಾರ್ಯಕ್ರಮದಲ್ಲಿ ಮಾತನಾಡಿದರು. ಕೊಡವರು ತಮ್ಮ ವೀರ ಪರಂಪರೆ, ಉಡುಗೆ-ತೊಡುಗೆ, ಹಬ್ಬ-ಹರಿದಿನಗಳ ಮೂಲಕ ವಿಶಿಷ್ಟ ಗುರುತು ಹೊಂದಿದ್ದಾರೆ. ಕೈಲ್ ಪೊಳ್ದ್, ಕಾವೇರಿ ಸಂಕ್ರಮಣ, ಪುತ್ತರಿ ಹಬ್ಬಗಳು ಕೊಡವ ಸಂಸ್ಕೃತಿಯ ಪ್ರತೀಕ. ಕೊಡವ ಭಾಷೆ ಮತ್ತು ಸಾಹಿತ್ಯವನ್ನು ಉಳಿಸಿ ಬೆಳೆಸುವ ಜವಾಬ್ದಾರಿ ಯುವ ಪೀಳಿಗೆಯ ಮೇಲಿದೆ. ಕೊಡಗಿನ ವೀರ ಯೋಧರು ದೇಶದ ರಕ್ಷಣೆಗೆ ಅಪಾರ ಕೊಡುಗೆ ನೀಡಿದ್ದಾರೆ. ಫೀಲ್ಡ್ ಮಾರ್ಷಲ್ ಕೆ.ಎಂ.ಕಾರ್ಯಪ್ಪ, ಜನರಲ್ ಕೆ.ಎಸ್.ತಿಮ್ಮಯ್ಯ ಅವರಂತಹ ಮಹನೀಯರು ಕೊಡಗಿನ ಹೆಮ್ಮೆ. ಕೊಡವ ಕ್ರೀಡಾ ಸಂಸ್ಕೃತಿ, ಹಾಕಿ ಉತ್ಸವ ವಿಶ್ವದ ಗಮನ ಸೆಳೆದಿದೆ. ಅಕಾಡೆಮಿಯು ಕೊಡವ ಭಾಷೆಯ ಪುಸ್ತಕಗಳ ಪ್ರಕಟಣೆ, ನಿಘಂಟು ರಚನೆ, ಜಾನಪದ ಸಂಗ್ರಹ ಕಾರ್ಯ ಕೈಗೊಂಡಿದೆ. ಕಾರ್ಯಕ್ರಮದಲ್ಲಿ ವಿವಿಧ ಕ್ಷೇತ್ರಗಳ ಸಾಧಕರನ್ನು ಸನ್ಮಾನಿಸಲಾಯಿತು. ಕೊಡವ ಸಾಂಪ್ರದಾಯಿಕ ಉಡುಗೆ ಧರಿಸಿದ ಗಣ್ಯರು ವೇದಿಕೆಯಲ್ಲಿ ಉಪಸ್ಥಿತರಿದ್ದರು. ಉಮ್ಮತ್ತಾಟ್, ಬೊಳಕಾಟ್, ಕೋಲಾಟ್ ನೃತ್ಯಗಳು ಪ್ರೇಕ್ಷಕರ ಮನ ಸೆಳೆದವು. ಕೊಡವ ಸಮಾಜದ ಪದಾಧಿಕಾರಿಗಳು, ಸಾಹಿತಿಗಳು, ಕಲಾವಿದರು, ಅಕಾಡೆಮಿ ಸದಸ್ಯರು, ರಿಜಿಸ್ಟ್ರಾರ್ ಹಾಜರಿದ್ದರು. ಕೊಡವ ಸಂಸ್ಕೃತಿಯನ್ನು ಬೆಂಗಳೂರಿನಲ್ಲಿಯೂ ಜೀವಂತವಾಗಿಡುವ ಪ್ರಯತ್ನ ಶ್ಲಾಘನೀಯ. ಸರ್ಕಾರ ಅಕಾಡೆಮಿಗೆ ಹೆಚ್ಚಿನ ಅನುದಾನ ನೀಡಬೇಕು. ಕೊಡವ ಭಾಷೆಯನ್ನು ಸಂವಿಧಾನದ ಎಂಟನೇ ಪರಿಚ್ಛೇದಕ್ಕೆ ಸೇರಿಸುವ ಬೇಡಿಕೆ ಇದೆ. ಯುವಜನರು ತಮ್ಮ ಮಾತೃಭಾಷೆಯಲ್ಲಿ ಮಾತನಾಡುವ ಮೂಲಕ ಭಾಷೆಯನ್ನು ಉಳಿಸಬೇಕು ಎಂದು ಸಲಹೆ ನೀಡಿದರು. ಕೊಡಗಿನ ಪ್ರಕೃತಿ ಸೌಂದರ್ಯ, ಕಾಫಿ ತೋಟಗಳು ರಾಜ್ಯದ ಆರ್ಥಿಕತೆಗೆ ಕೊಡುಗೆ ನೀಡುತ್ತಿವೆ. <box>242 380 410 600</box>
sidebar-divider-2 <box>758 668 937 669</box>
